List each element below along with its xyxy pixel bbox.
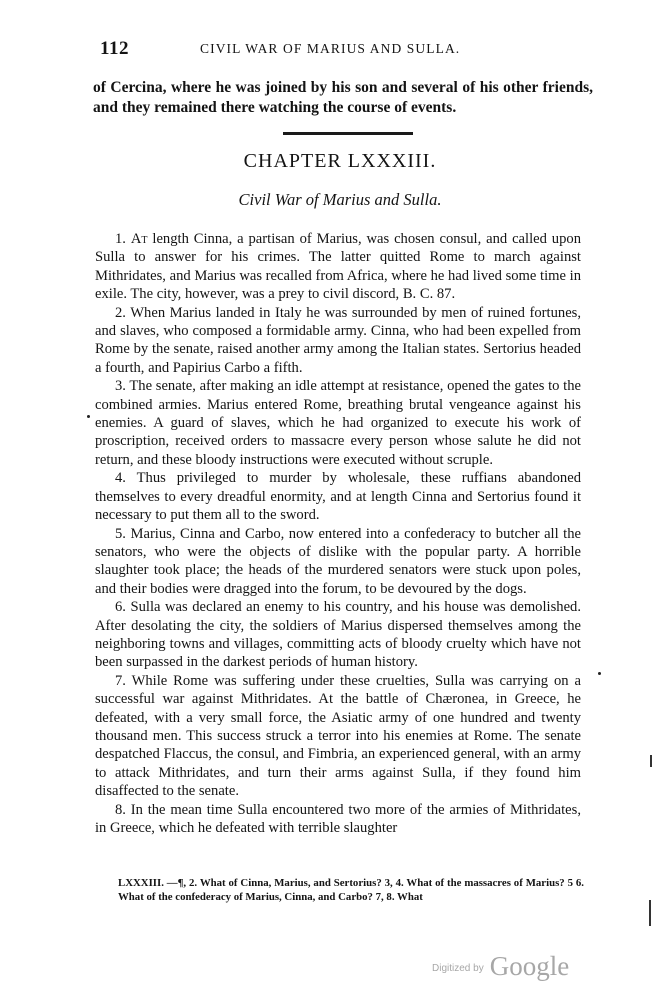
paragraph-number: 6. — [115, 599, 126, 616]
paragraph-text: When Marius landed in Italy he was surrounded by men of ruined fortunes, and slaves, who composed a formidable army. Cinna, who had been expelled from Rome by the senate, raised another army among the Italian states. Sertorius headed a fourth, and Papirius Carbo a fifth. — [95, 304, 581, 376]
paragraph — [95, 672, 581, 801]
scan-speck — [598, 672, 601, 675]
paragraph-text: While Rome was suffering under these cruelties, Sulla was carrying on a successful war against Mithridates. At the battle of Chæronea, in Greece, he defeated, with a very small force, the Asiatic army of one hundred and twenty thousand men. This success struck a terror into his enemies at Rome. The senate despatched Flaccus, the consul, and Fimbria, an experienced general, with an army to attack Mithridates, and turn their arms against Sulla, if they found him disaffected to the senate. — [95, 672, 581, 800]
paragraph-text: The senate, after making an idle attempt at resistance, opened the gates to the combined armies. Marius entered Rome, breathing brutal vengeance against his enemies. A guard of slaves, which he had organized to execute his work of proscription, received orders to massacre every person whose salute he did not return, and these bloody instructions were executed without scruple. — [95, 378, 581, 468]
paragraph — [95, 230, 581, 304]
paragraph-lead: At — [130, 231, 148, 247]
digitized-watermark — [432, 951, 569, 982]
continuation-text: of Cercina, where he was joined by his son and several of his other friends, and they remained there watching the course of events. — [93, 79, 593, 116]
running-head: CIVIL WAR OF MARIUS AND SULLA. — [200, 41, 461, 56]
paragraph — [95, 525, 581, 599]
paragraph-text: Sulla was declared an enemy to his country, and his house was demolished. After desolating the city, the soldiers of Marius dispersed themselves among the neighboring towns and villages, committing acts of bloody cruelty which have not been surpassed in the darkest periods of human history. — [95, 599, 581, 671]
paragraph-number: 8. — [115, 801, 126, 818]
chapter-body — [95, 230, 581, 837]
paragraph — [95, 801, 581, 838]
paragraph — [95, 377, 581, 469]
scan-edge-mark — [649, 900, 651, 926]
paragraph-number: 1. — [115, 231, 126, 247]
paragraph-text: Thus privileged to murder by wholesale, these ruffians abandoned themselves to every dreadful enormity, and at length Cinna and Sertorius found it necessary to put them all to the sword. — [95, 470, 581, 524]
paragraph-text: length Cinna, a partisan of Marius, was chosen consul, and called upon Sulla to answer for his crimes. The latter quitted Rome to march against Mithridates, and Marius was recalled from Africa, where he had lived some time in exile. The city, however, was a prey to civil discord, B. C. 87. — [95, 231, 581, 303]
section-divider — [283, 132, 413, 135]
page-number: 112 — [100, 38, 129, 59]
paragraph-number: 4. — [115, 470, 126, 487]
scan-speck — [87, 415, 90, 418]
chapter-title: CHAPTER LXXXIII. — [243, 150, 437, 172]
chapter-subtitle: Civil War of Marius and Sulla. — [238, 190, 442, 209]
footnote-questions: LXXXIII. —¶, 2. What of Cinna, Marius, and Sertorius? 3, 4. What of the massacres of Marius? 5 6. What of the confederacy of Marius, Cinna, and Carbo? 7, 8. What — [118, 877, 584, 903]
paragraph-number: 3. — [115, 378, 126, 395]
watermark-prefix: Digitized by — [432, 963, 484, 974]
paragraph-number: 5. — [115, 525, 126, 542]
paragraph-number: 7. — [115, 672, 126, 689]
scan-edge-mark — [650, 755, 652, 767]
paragraph — [95, 304, 581, 378]
paragraph — [95, 469, 581, 524]
page-header — [100, 38, 600, 66]
paragraph-text: Marius, Cinna and Carbo, now entered into a confederacy to butcher all the senators, who were the objects of dislike with the popular party. A horrible slaughter took place; the heads of the murdered senators were stuck upon poles, and their bodies were dragged into the forum, to be devoured by the dogs. — [95, 525, 582, 597]
paragraph-number: 2. — [115, 304, 126, 321]
paragraph-text: In the mean time Sulla encountered two more of the armies of Mithridates, in Greece, which he defeated with terrible slaughter — [95, 801, 581, 836]
paragraph — [95, 598, 581, 672]
google-logo: Google — [489, 951, 570, 981]
